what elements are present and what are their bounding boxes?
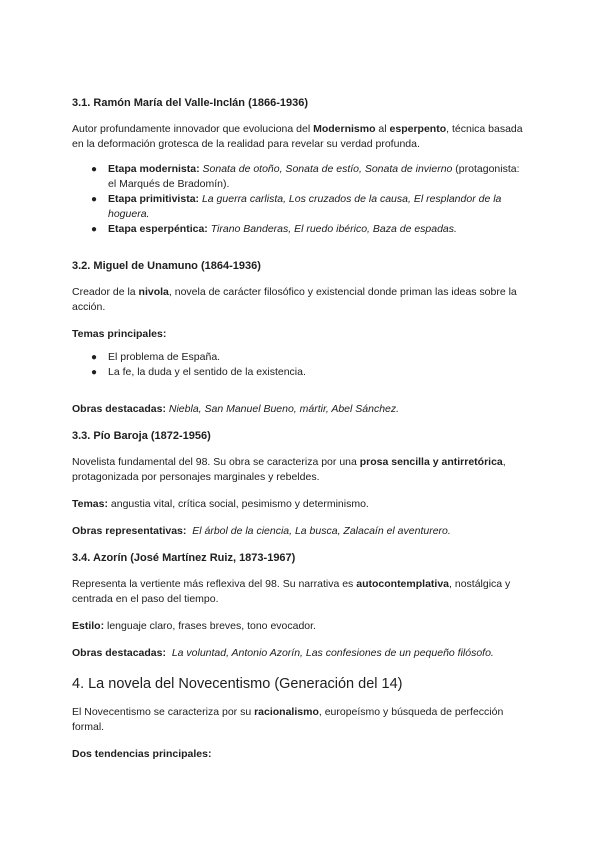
stage-works: Sonata de otoño, Sonata de estío, Sonata de invierno xyxy=(202,163,453,175)
section-heading-unamuno: 3.2. Miguel de Unamuno (1864-1936) xyxy=(72,260,261,272)
section-heading-valle-inclan: 3.1. Ramón María del Valle-Inclán (1866-1936) xyxy=(72,97,308,109)
style-label: Estilo: xyxy=(72,620,105,632)
works-label: Obras destacadas: xyxy=(72,403,166,415)
bold-term-nivola: nivola xyxy=(138,286,169,298)
stage-list xyxy=(72,162,528,237)
paragraph-novecentismo-intro xyxy=(72,705,528,735)
works-label: Obras representativas: xyxy=(72,525,187,537)
text-run: , novela de carácter filosófico y existencial donde priman las ideas sobre la acción. xyxy=(72,286,517,313)
text-run: Novelista fundamental del 98. Su obra se caracteriza por una xyxy=(72,456,360,468)
text-run: , protagonizada por personajes marginales y rebeldes. xyxy=(72,456,506,483)
tendencies-label: Dos tendencias principales: xyxy=(72,748,212,760)
section-heading-azorin: 3.4. Azorín (José Martínez Ruiz, 1873-1967) xyxy=(72,552,296,564)
paragraph-tendencies-label xyxy=(72,747,528,762)
paragraph-baroja-themes xyxy=(72,497,528,512)
theme-text: La fe, la duda y el sentido de la existencia. xyxy=(108,366,306,378)
text-run: El Novecentismo se caracteriza por su xyxy=(72,706,255,718)
text-run: , nostálgica y centrada en el paso del tiempo. xyxy=(72,578,511,605)
bold-term-autocontemplativa: autocontemplativa xyxy=(356,578,450,590)
text-run: Representa la vertiente más reflexiva del 98. Su narrativa es xyxy=(72,578,357,590)
themes-label: Temas: xyxy=(72,498,108,510)
list-item-stage-esperpentica xyxy=(72,222,528,237)
paragraph-unamuno-works xyxy=(72,402,528,417)
text-run: al xyxy=(375,123,390,135)
paragraph-unamuno-intro xyxy=(72,285,528,315)
list-item xyxy=(72,350,528,365)
works-label: Obras destacadas: xyxy=(72,647,166,659)
paragraph-baroja-intro xyxy=(72,455,528,485)
bullet-icon: ● xyxy=(91,367,98,378)
paragraph-azorin-intro xyxy=(72,577,528,607)
bold-term-esperpento: esperpento xyxy=(389,123,447,135)
stage-label: Etapa primitivista: xyxy=(108,193,200,205)
bullet-icon: ● xyxy=(91,352,98,363)
themes-text: angustia vital, crítica social, pesimismo y determinismo. xyxy=(108,498,369,510)
list-item-stage-primitivista xyxy=(72,192,528,222)
text-run: Autor profundamente innovador que evoluciona del xyxy=(72,123,314,135)
theme-text: El problema de España. xyxy=(108,351,221,363)
list-item xyxy=(72,365,528,380)
bold-term-modernismo: Modernismo xyxy=(313,123,376,135)
stage-label: Etapa modernista: xyxy=(108,163,200,175)
paragraph-azorin-style xyxy=(72,619,528,634)
text-run: , europeísmo y búsqueda de perfección formal. xyxy=(72,706,504,733)
stage-works: Tirano Banderas, El ruedo ibérico, Baza de espadas. xyxy=(210,223,457,235)
themes-label xyxy=(72,327,528,342)
stage-label: Etapa esperpéntica: xyxy=(108,223,208,235)
text-run: , técnica basada en la deformación grotesca de la realidad para revelar su verdad profunda. xyxy=(72,123,523,150)
list-item-stage-modernista xyxy=(72,162,528,192)
bold-term-prosa: prosa sencilla y antirretórica xyxy=(359,456,503,468)
text-run: Creador de la xyxy=(72,286,139,298)
paragraph-azorin-works xyxy=(72,646,528,661)
style-text: lenguaje claro, frases breves, tono evocador. xyxy=(104,620,316,632)
bullet-icon: ● xyxy=(91,194,98,205)
works-list: El árbol de la ciencia, La busca, Zalacaín el aventurero. xyxy=(192,525,451,537)
chapter-heading-novecentismo: 4. La novela del Novecentismo (Generación del 14) xyxy=(72,676,403,692)
stage-extra: (protagonista: el Marqués de Bradomín). xyxy=(108,163,520,190)
themes-label-text: Temas principales: xyxy=(72,328,167,340)
themes-list xyxy=(72,350,528,380)
bullet-icon: ● xyxy=(91,164,98,175)
bold-term-racionalismo: racionalismo xyxy=(254,706,319,718)
stage-works: La guerra carlista, Los cruzados de la causa, El resplandor de la hoguera. xyxy=(108,193,502,220)
section-heading-baroja: 3.3. Pío Baroja (1872-1956) xyxy=(72,430,211,442)
bullet-icon: ● xyxy=(91,224,98,235)
paragraph-baroja-works xyxy=(72,524,528,539)
paragraph-valle-inclan-intro xyxy=(72,122,528,152)
works-list: Niebla, San Manuel Bueno, mártir, Abel Sánchez. xyxy=(168,403,400,415)
works-list: La voluntad, Antonio Azorín, Las confesiones de un pequeño filósofo. xyxy=(171,647,494,659)
